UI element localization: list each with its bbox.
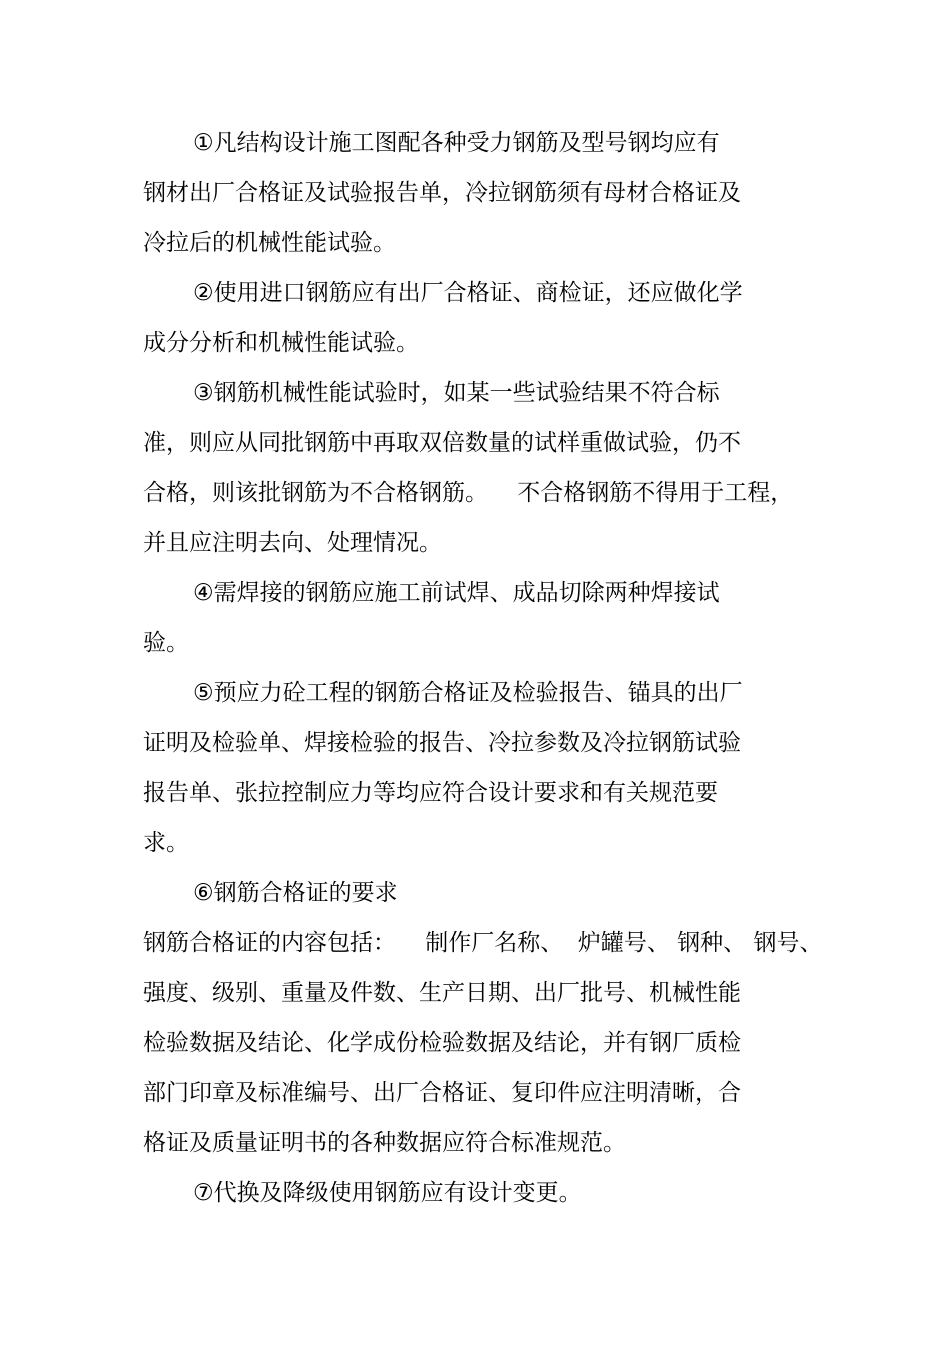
text-line: 成分分析和机械性能试验。 — [143, 330, 419, 356]
text-line: ①凡结构设计施工图配各种受力钢筋及型号钢均应有 — [193, 130, 720, 156]
text-line: 求。 — [143, 830, 189, 856]
text-line: 钢筋合格证的内容包括： 制作厂名称、 炉罐号、 钢种、 钢号、 — [143, 930, 823, 956]
text-line: ⑤预应力砼工程的钢筋合格证及检验报告、锚具的出厂 — [193, 680, 743, 706]
text-line: 并且应注明去向、处理情况。 — [143, 530, 442, 556]
text-line: 报告单、张拉控制应力等均应符合设计要求和有关规范要 — [143, 780, 718, 806]
text-line: 部门印章及标准编号、出厂合格证、复印件应注明清晰，合 — [143, 1080, 741, 1106]
text-line: 合格，则该批钢筋为不合格钢筋。 不合格钢筋不得用于工程， — [143, 480, 794, 506]
text-line: 检验数据及结论、化学成份检验数据及结论，并有钢厂质检 — [143, 1030, 741, 1056]
text-line: ④需焊接的钢筋应施工前试焊、成品切除两种焊接试 — [193, 580, 720, 606]
text-line: 验。 — [143, 630, 189, 656]
text-line: 准，则应从同批钢筋中再取双倍数量的试样重做试验，仍不 — [143, 430, 741, 456]
text-line: ②使用进口钢筋应有出厂合格证、商检证，还应做化学 — [193, 280, 743, 306]
text-line: ⑦代换及降级使用钢筋应有设计变更。 — [193, 1180, 582, 1206]
text-line: 钢材出厂合格证及试验报告单，冷拉钢筋须有母材合格证及 — [143, 180, 741, 206]
text-line: 格证及质量证明书的各种数据应符合标准规范。 — [143, 1130, 626, 1156]
text-line: 强度、级别、重量及件数、生产日期、出厂批号、机械性能 — [143, 980, 741, 1006]
text-line: 冷拉后的机械性能试验。 — [143, 230, 396, 256]
text-line: ③钢筋机械性能试验时，如某一些试验结果不符合标 — [193, 380, 720, 406]
text-line: 证明及检验单、焊接检验的报告、冷拉参数及冷拉钢筋试验 — [143, 730, 741, 756]
text-line: ⑥钢筋合格证的要求 — [193, 880, 398, 906]
